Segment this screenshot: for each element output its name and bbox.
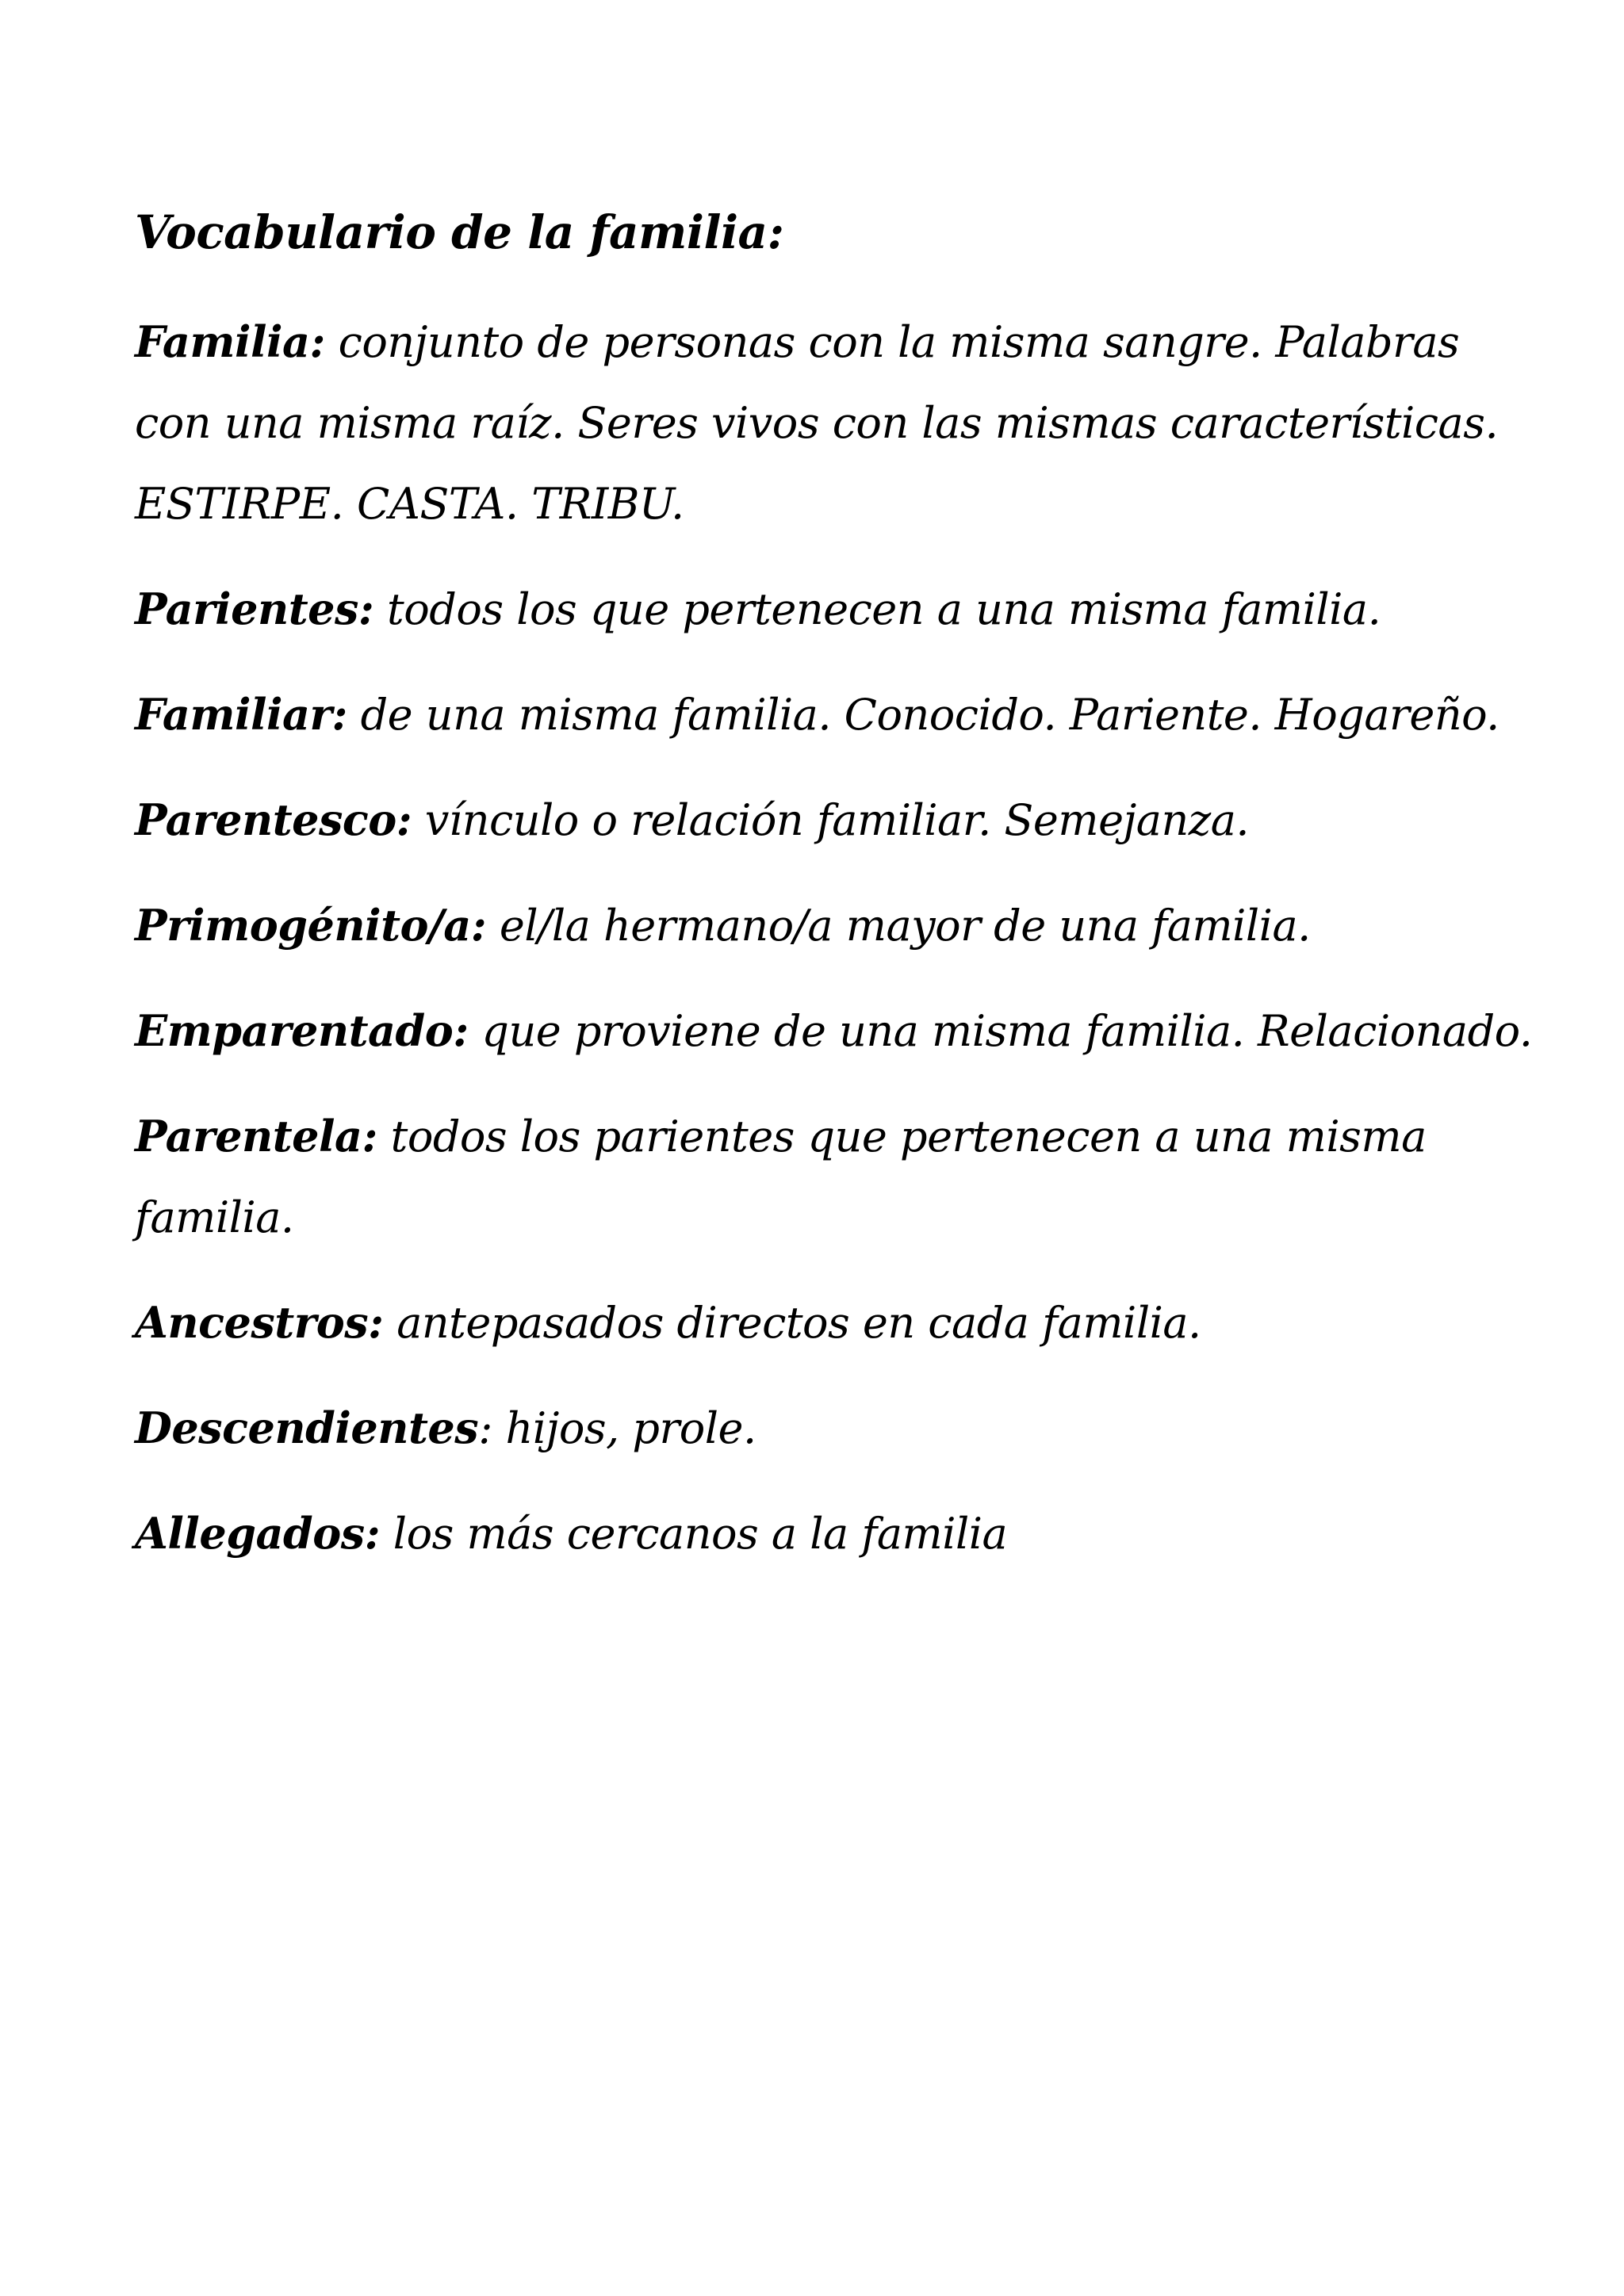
vocabulary-entry — [135, 1387, 1546, 1469]
document-title: Vocabulario de la familia: — [135, 205, 784, 259]
entry-definition: los más cercanos a la familia — [380, 1509, 1008, 1559]
vocabulary-entry — [135, 885, 1546, 966]
entry-definition: el/la hermano/a mayor de una familia. — [486, 901, 1311, 951]
entry-definition: conjunto de personas con la misma sangre. Palabras con una misma raíz. Seres vivos con las mismas características. ESTIRPE. CASTA. TRIBU. — [135, 317, 1499, 529]
entry-term: Parentela: — [135, 1111, 377, 1161]
entry-definition: que proviene de una misma familia. Relacionado. — [468, 1006, 1533, 1056]
entry-term: Descendientes — [135, 1402, 479, 1453]
entry-term: Familiar: — [135, 689, 347, 740]
entry-term: Primogénito/a: — [135, 900, 487, 951]
vocabulary-entry — [135, 779, 1546, 861]
entry-definition: vínculo o relación familiar. Semejanza. — [412, 795, 1250, 845]
entry-definition: todos los que pertenecen a una misma familia. — [373, 584, 1381, 634]
document-body — [135, 189, 1546, 1598]
entry-term: Familia: — [135, 316, 325, 367]
vocabulary-entry — [135, 568, 1546, 650]
vocabulary-entry — [135, 1493, 1546, 1575]
vocabulary-entry — [135, 1282, 1546, 1364]
entry-definition: antepasados directos en cada familia. — [383, 1298, 1201, 1348]
entry-definition: de una misma familia. Conocido. Pariente. Hogareño. — [347, 690, 1500, 740]
vocabulary-entry — [135, 1096, 1546, 1258]
entry-definition: todos los parientes que pertenecen a una misma familia. — [135, 1112, 1427, 1242]
vocabulary-entry — [135, 990, 1546, 1072]
entry-definition: : hijos, prole. — [478, 1403, 756, 1453]
vocabulary-entry — [135, 674, 1546, 756]
entry-term: Ancestros: — [135, 1297, 384, 1348]
entry-term: Parientes: — [135, 584, 374, 634]
entry-term: Allegados: — [135, 1508, 381, 1559]
entry-term: Parentesco: — [135, 794, 412, 845]
entry-term: Emparentado: — [135, 1005, 469, 1056]
vocabulary-entry — [135, 301, 1546, 545]
